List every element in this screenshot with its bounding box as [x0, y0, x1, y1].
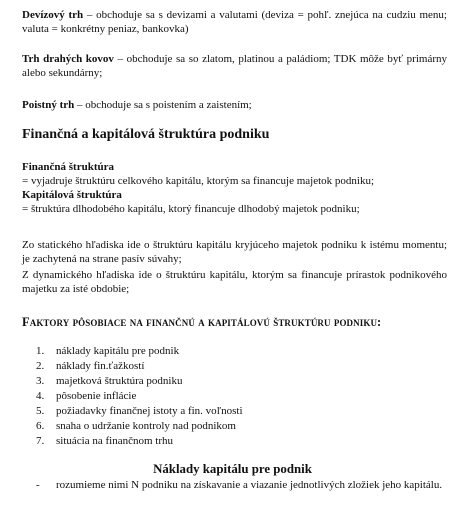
paragraph-trh-drahych-kovov	[22, 52, 447, 80]
factors-heading: Faktory pôsobiace na finančnú a kapitálovú štruktúru podniku:	[22, 315, 382, 329]
paragraph-staticke-hladisko: Zo statického hľadiska ide o štruktúru kapitálu kryjúceho majetok podniku k istému momentu; je zachytená na strane pasív súvahy;	[22, 239, 447, 265]
term-financna-struktura: Finančná štruktúra	[22, 161, 114, 173]
costs-bullet	[36, 478, 446, 492]
text-trh-drahych-kovov: – obchoduje sa so zlatom, platinou a paládiom; TDK môže byť primárny alebo sekundárny;	[22, 53, 447, 79]
list-item: 3. majetková štruktúra podniku	[36, 375, 183, 387]
section-title: Finančná a kapitálová štruktúra podniku	[22, 127, 270, 142]
text-financna-struktura: = vyjadruje štruktúru celkového kapitálu, ktorým sa financuje majetok podniku;	[22, 175, 375, 187]
bullet-dash: -	[36, 479, 40, 491]
list-item: 2. náklady fin.ťažkostí	[36, 360, 145, 372]
paragraph-devizovy-trh	[22, 8, 447, 36]
text-poistny-trh: – obchoduje sa s poistením a zaistením;	[74, 99, 252, 111]
text-devizovy-trh: – obchoduje sa s devizami a valutami (deviza = pohľ. znejúca na cudziu menu; valuta = konkrétny peniaz, bankovka)	[22, 9, 447, 35]
list-item: 5. požiadavky finančnej istoty a fin. voľnosti	[36, 405, 243, 417]
list-item: 7. situácia na finančnom trhu	[36, 435, 173, 447]
list-item: 4. pôsobenie inflácie	[36, 390, 137, 402]
list-item: 1. náklady kapitálu pre podnik	[36, 345, 180, 357]
costs-title: Náklady kapitálu pre podnik	[153, 462, 312, 476]
factors-list	[36, 344, 243, 449]
bullet-text: rozumieme nimi N podniku na získavanie a viazanie jednotlivých zložiek jeho kapitálu.	[56, 479, 443, 491]
list-item: 6. snaha o udržanie kontroly nad podnikom	[36, 420, 236, 432]
term-poistny-trh: Poistný trh	[22, 99, 75, 111]
text-kapitalova-struktura: = štruktúra dlhodobého kapitálu, ktorý financuje dlhodobý majetok podniku;	[22, 203, 360, 215]
paragraph-poistny-trh	[22, 98, 447, 112]
term-devizovy-trh: Devízový trh	[22, 9, 84, 21]
term-kapitalova-struktura: Kapitálová štruktúra	[22, 189, 122, 201]
definition-financna-struktura	[22, 160, 447, 216]
term-trh-drahych-kovov: Trh drahých kovov	[22, 53, 114, 65]
paragraph-dynamicke-hladisko: Z dynamického hľadiska ide o štruktúru kapitálu, ktorým sa financuje prírastok podnikového majetku za isté obdobie;	[22, 269, 447, 295]
